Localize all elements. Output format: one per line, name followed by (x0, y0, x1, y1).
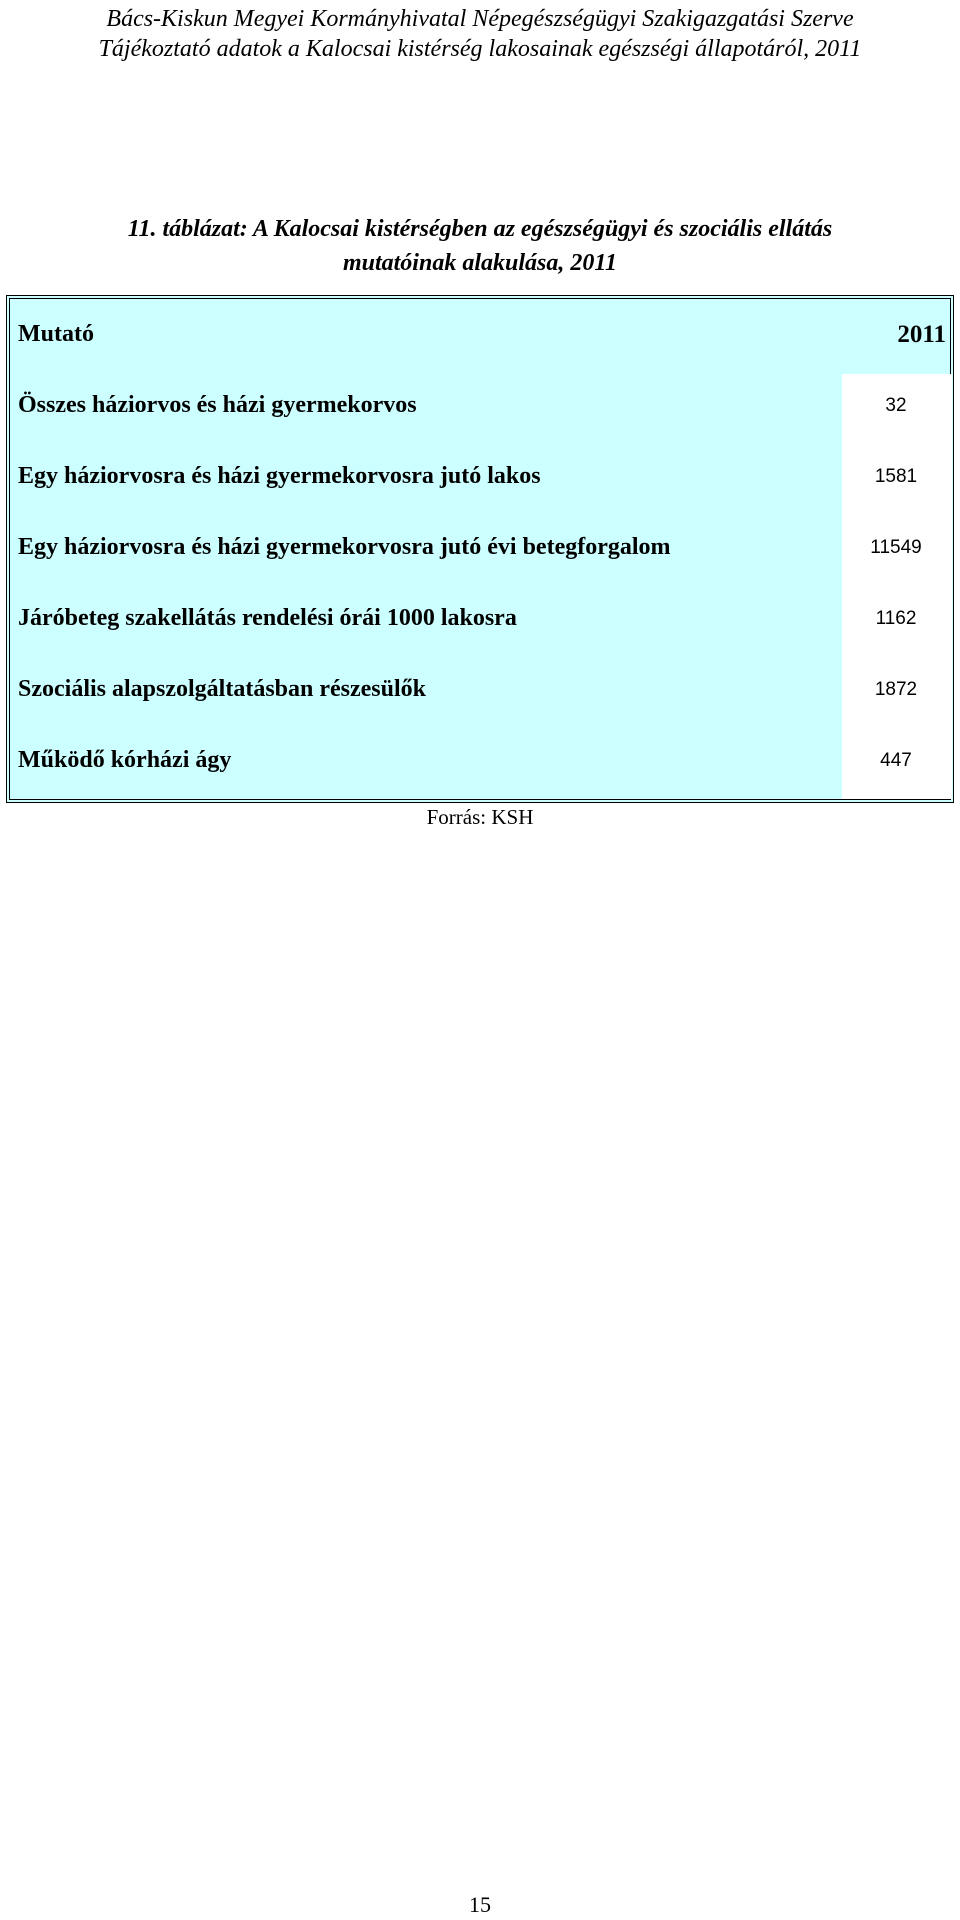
table-row (10, 370, 950, 441)
row-value: 11549 (870, 537, 922, 558)
table-row (10, 725, 950, 796)
row-label: Működő kórházi ágy (18, 747, 232, 773)
table-row (10, 512, 950, 583)
header-line-1: Bács-Kiskun Megyei Kormányhivatal Népegészségügyi Szakigazgatási Szerve (106, 6, 854, 32)
table-row (10, 583, 950, 654)
row-value: 32 (885, 395, 907, 416)
table-row (10, 654, 950, 725)
row-label: Járóbeteg szakellátás rendelési órái 1000 lakosra (18, 605, 517, 631)
row-value: 447 (880, 750, 912, 771)
table-caption (0, 212, 960, 280)
page-header (0, 4, 960, 64)
row-label: Szociális alapszolgáltatásban részesülők (18, 676, 427, 702)
indicator-table (6, 295, 954, 803)
column-header-indicator: Mutató (18, 321, 94, 347)
row-label: Egy háziorvosra és házi gyermekorvosra jutó évi betegforgalom (18, 534, 671, 560)
column-header-year: 2011 (897, 321, 946, 348)
caption-line-2: mutatóinak alakulása, 2011 (342, 250, 618, 276)
row-value: 1872 (874, 679, 918, 700)
header-line-2: Tájékoztató adatok a Kalocsai kistérség lakosainak egészségi állapotáról, 2011 (98, 36, 862, 62)
table-row (10, 441, 950, 512)
row-label: Összes háziorvos és házi gyermekorvos (18, 392, 417, 418)
row-value: 1162 (875, 608, 917, 629)
row-label: Egy háziorvosra és házi gyermekorvosra jutó lakos (18, 463, 541, 489)
caption-line-1: 11. táblázat: A Kalocsai kistérségben az egészségügyi és szociális ellátás (127, 216, 833, 242)
table-header-row (10, 299, 950, 370)
page-number: 15 (469, 1892, 491, 1917)
row-value: 1581 (874, 466, 918, 487)
source-note: Forrás: KSH (426, 805, 534, 829)
